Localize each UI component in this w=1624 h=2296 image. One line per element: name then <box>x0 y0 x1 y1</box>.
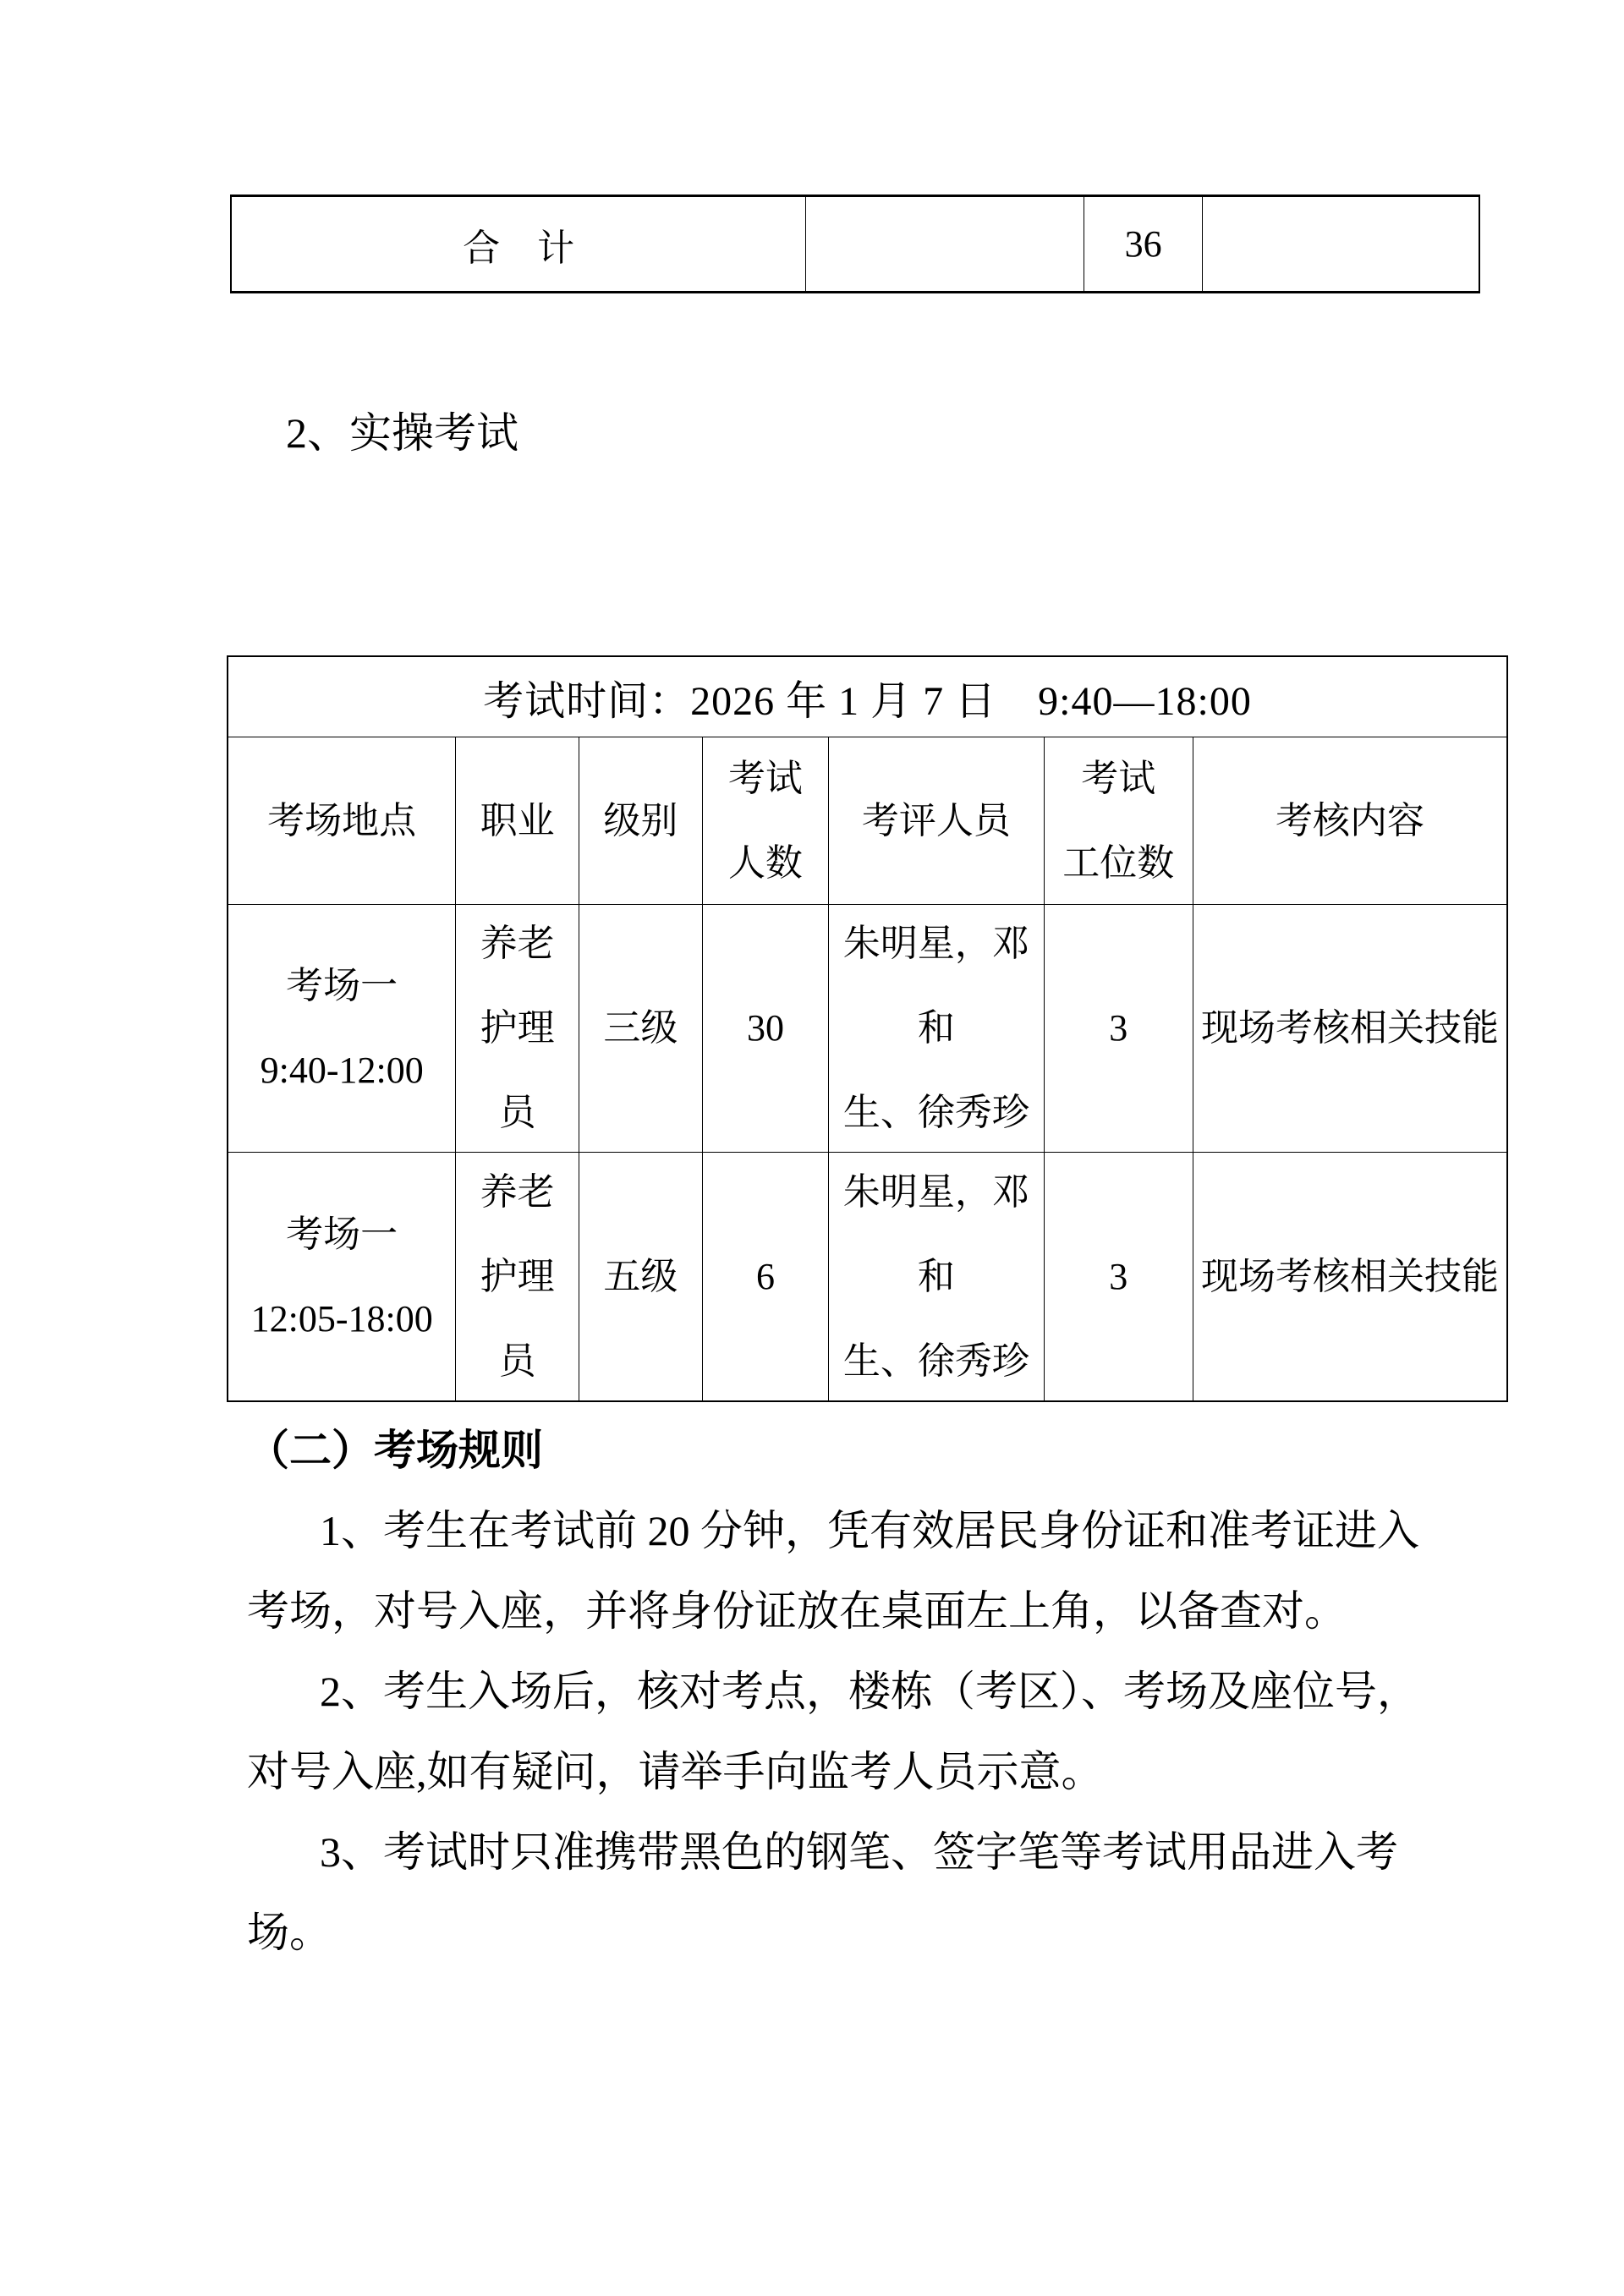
rule-1-line-2: 考场，对号入座，并将身份证放在桌面左上角，以备查对。 <box>247 1587 1347 1635</box>
row1-occupation-line2: 护理 <box>480 1007 555 1049</box>
row1-assessors-cell <box>828 905 1043 1152</box>
row2-occupation-line1: 养老 <box>480 1170 555 1213</box>
row1-location-cell <box>228 905 455 1152</box>
header-workstations-line1: 考试 <box>1081 757 1156 799</box>
row2-occupation-line3: 员 <box>498 1340 536 1382</box>
header-candidate-count-line1: 考试 <box>727 757 803 799</box>
row2-count-cell <box>702 1153 829 1400</box>
row1-content-cell <box>1193 905 1506 1152</box>
exam-schedule-table <box>227 655 1508 1402</box>
row2-content-cell <box>1193 1153 1506 1400</box>
header-level-label: 级别 <box>603 799 678 841</box>
header-occupation <box>455 737 579 904</box>
row2-location-time: 12:05-18:00 <box>250 1297 433 1340</box>
header-level <box>579 737 702 904</box>
section-heading-practical-exam: 2、实操考试 <box>286 409 518 457</box>
row2-content: 现场考核相关技能 <box>1200 1255 1499 1297</box>
header-assessment-content-label: 考核内容 <box>1275 799 1424 841</box>
summary-total-label: 合 计 <box>463 227 575 269</box>
row2-stations: 3 <box>1109 1255 1128 1297</box>
header-occupation-label: 职业 <box>480 799 555 841</box>
row1-content: 现场考核相关技能 <box>1200 1007 1499 1049</box>
header-workstations <box>1044 737 1193 904</box>
header-candidate-count-line2: 人数 <box>727 841 803 884</box>
row2-level-cell <box>579 1153 702 1400</box>
row1-assessors-line1: 朱明星，邓和 <box>842 923 1029 1049</box>
rule-2-line-1: 2、考生入场后，核对考点，楼栋（考区）、考场及座位号， <box>320 1668 1419 1715</box>
row1-level: 三级 <box>603 1007 678 1049</box>
summary-empty-cell-1 <box>806 197 1084 291</box>
row1-level-cell <box>579 905 702 1152</box>
row2-location-name: 考场一 <box>286 1213 398 1255</box>
row2-assessors-line2: 生、徐秀珍 <box>842 1340 1029 1382</box>
row1-count: 30 <box>746 1007 784 1049</box>
row1-location-time: 9:40-12:00 <box>260 1049 424 1091</box>
row1-stations: 3 <box>1109 1007 1128 1049</box>
summary-total-value: 36 <box>1124 223 1162 265</box>
row1-occupation-line3: 员 <box>498 1092 536 1133</box>
header-location-label: 考场地点 <box>267 799 417 841</box>
rule-3-line-2: 场。 <box>247 1909 332 1956</box>
summary-total-value-cell <box>1084 197 1203 291</box>
rule-1-line-1: 1、考生在考试前 20 分钟，凭有效居民身份证和准考证进入 <box>320 1507 1419 1554</box>
row1-occupation-cell <box>455 905 579 1152</box>
rules-heading: （二）考场规则 <box>247 1427 543 1474</box>
row1-stations-cell <box>1044 905 1193 1152</box>
row2-level: 五级 <box>603 1255 678 1297</box>
exam-table-row-1 <box>228 904 1506 1152</box>
row2-occupation-cell <box>455 1153 579 1400</box>
row1-count-cell <box>702 905 829 1152</box>
exam-time-title: 考试时间：2026 年 1 月 7 日 9:40—18:00 <box>483 678 1252 724</box>
exam-table-row-2 <box>228 1152 1506 1400</box>
row1-assessors-line2: 生、徐秀珍 <box>842 1092 1029 1133</box>
header-workstations-line2: 工位数 <box>1062 841 1175 884</box>
header-assessment-content <box>1193 737 1506 904</box>
header-candidate-count <box>702 737 829 904</box>
row2-location-cell <box>228 1153 455 1400</box>
rule-2-line-2: 对号入座,如有疑问，请举手向监考人员示意。 <box>247 1748 1104 1795</box>
row2-assessors-cell <box>828 1153 1043 1400</box>
row2-stations-cell <box>1044 1153 1193 1400</box>
summary-total-label-cell <box>232 197 806 291</box>
exam-table-header-row <box>228 737 1506 904</box>
row1-location-name: 考场一 <box>286 965 398 1006</box>
header-assessors-label: 考评人员 <box>861 799 1011 841</box>
header-location <box>228 737 455 904</box>
row1-occupation-line1: 养老 <box>480 923 555 964</box>
exam-rules-section <box>247 1411 1490 1973</box>
rule-3-line-1: 3、考试时只准携带黑色的钢笔、签字笔等考试用品进入考 <box>320 1828 1398 1876</box>
header-assessors <box>828 737 1043 904</box>
summary-table <box>230 195 1480 293</box>
row2-count: 6 <box>755 1255 775 1297</box>
row2-assessors-line1: 朱明星，邓和 <box>842 1170 1029 1297</box>
summary-empty-cell-2 <box>1203 197 1479 291</box>
row2-occupation-line2: 护理 <box>480 1255 555 1297</box>
